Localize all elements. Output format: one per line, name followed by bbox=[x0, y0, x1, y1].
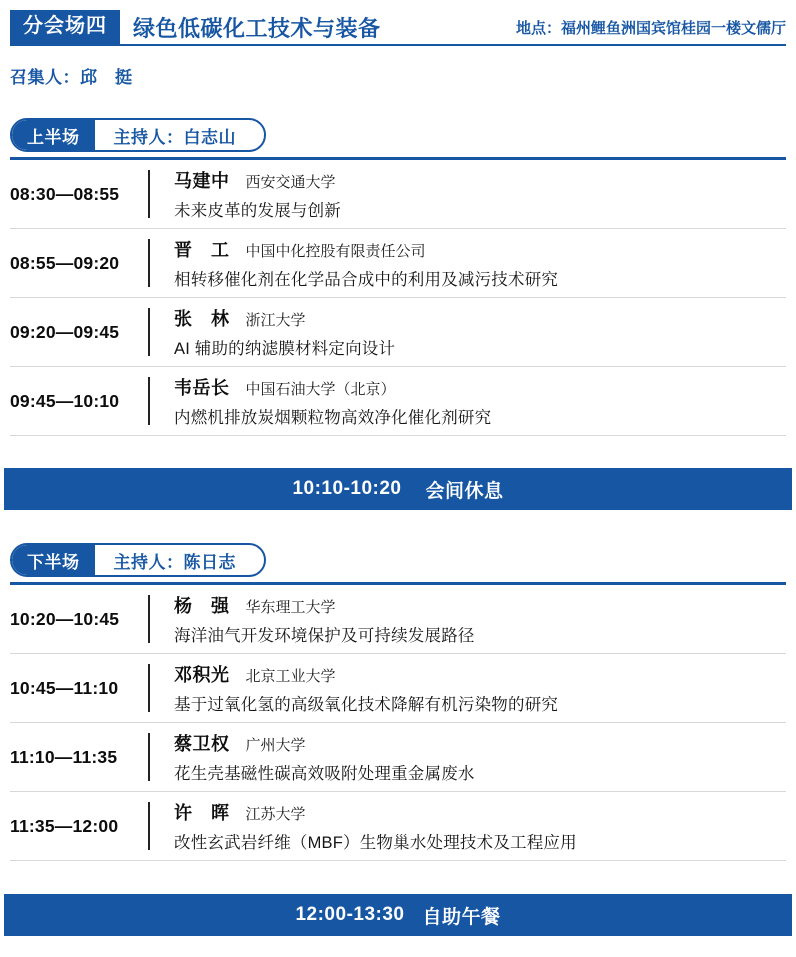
convener-line: 召集人：邱 挺 bbox=[10, 68, 133, 87]
talk-time: 09:20—09:45 bbox=[10, 321, 120, 342]
talk-title: 内燃机排放炭烟颗粒物高效净化催化剂研究 bbox=[174, 409, 492, 427]
talk-time: 10:20—10:45 bbox=[10, 608, 120, 629]
talk-time: 11:10—11:35 bbox=[10, 746, 118, 767]
second-half-pill bbox=[10, 543, 266, 577]
speaker-affiliation: 中国中化控股有限责任公司 bbox=[245, 243, 426, 260]
row-divider-bar bbox=[148, 239, 150, 287]
talk-title: 基于过氧化氢的高级氧化技术降解有机污染物的研究 bbox=[174, 696, 559, 714]
talk-info bbox=[174, 236, 558, 290]
table-row bbox=[10, 229, 786, 298]
speaker-affiliation: 华东理工大学 bbox=[245, 599, 336, 616]
talk-time: 08:30—08:55 bbox=[10, 183, 120, 204]
first-half-badge: 上半场 bbox=[12, 120, 95, 150]
table-row bbox=[10, 160, 786, 229]
speaker-affiliation: 浙江大学 bbox=[245, 312, 306, 329]
break-banner bbox=[4, 468, 792, 510]
speaker-affiliation: 广州大学 bbox=[245, 737, 306, 754]
talk-title: 海洋油气开发环境保护及可持续发展路径 bbox=[174, 627, 475, 645]
table-row bbox=[10, 654, 786, 723]
break-time: 10:10-10:20 bbox=[292, 478, 402, 499]
speaker-name: 邓积光 bbox=[174, 665, 230, 685]
program-page bbox=[0, 10, 796, 957]
talk-title: AI 辅助的纳滤膜材料定向设计 bbox=[174, 340, 396, 358]
row-divider-bar bbox=[148, 595, 150, 643]
speaker-affiliation: 江苏大学 bbox=[245, 806, 306, 823]
row-divider-bar bbox=[148, 170, 150, 218]
talk-time: 10:45—11:10 bbox=[10, 677, 119, 698]
table-row bbox=[10, 585, 786, 654]
talk-info bbox=[174, 592, 475, 646]
row-divider-bar bbox=[148, 308, 150, 356]
lunch-label: 自助午餐 bbox=[422, 906, 501, 928]
table-row bbox=[10, 298, 786, 367]
second-half-badge: 下半场 bbox=[12, 545, 95, 575]
session-title: 绿色低碳化工技术与装备 bbox=[133, 15, 381, 41]
talk-time: 11:35—12:00 bbox=[10, 815, 119, 836]
second-half-host: 主持人：陈日志 bbox=[113, 552, 236, 572]
first-half-schedule bbox=[10, 160, 786, 436]
speaker-name: 张 林 bbox=[174, 309, 230, 329]
lunch-banner bbox=[4, 894, 792, 936]
talk-time: 08:55—09:20 bbox=[10, 252, 120, 273]
row-divider-bar bbox=[148, 733, 150, 781]
talk-info bbox=[174, 661, 558, 715]
talk-info bbox=[174, 305, 395, 359]
talk-info bbox=[174, 167, 341, 221]
talk-info bbox=[174, 799, 577, 853]
speaker-affiliation: 北京工业大学 bbox=[245, 668, 336, 685]
speaker-name: 杨 强 bbox=[174, 596, 230, 616]
speaker-name: 蔡卫权 bbox=[174, 734, 230, 754]
row-divider-bar bbox=[148, 802, 150, 850]
speaker-name: 马建中 bbox=[174, 171, 230, 191]
talk-title: 花生壳基磁性碳高效吸附处理重金属废水 bbox=[174, 765, 475, 783]
table-row bbox=[10, 367, 786, 436]
speaker-affiliation: 中国石油大学（北京） bbox=[245, 381, 396, 398]
session-badge: 分会场四 bbox=[10, 10, 120, 44]
talk-title: 相转移催化剂在化学品合成中的利用及减污技术研究 bbox=[174, 271, 559, 289]
table-row bbox=[10, 792, 786, 861]
speaker-affiliation: 西安交通大学 bbox=[245, 174, 336, 191]
session-location: 地点：福州鲤鱼洲国宾馆桂园一楼文儒厅 bbox=[515, 19, 786, 37]
talk-time: 09:45—10:10 bbox=[10, 390, 120, 411]
first-half-pill bbox=[10, 118, 266, 152]
speaker-name: 韦岳长 bbox=[174, 378, 230, 398]
session-header bbox=[10, 10, 786, 46]
row-divider-bar bbox=[148, 377, 150, 425]
talk-title: 改性玄武岩纤维（MBF）生物巢水处理技术及工程应用 bbox=[174, 834, 577, 852]
first-half-host: 主持人：白志山 bbox=[113, 127, 236, 147]
second-half-schedule bbox=[10, 585, 786, 861]
table-row bbox=[10, 723, 786, 792]
talk-title: 未来皮革的发展与创新 bbox=[174, 202, 341, 220]
speaker-name: 许 晖 bbox=[174, 803, 230, 823]
talk-info bbox=[174, 374, 491, 428]
row-divider-bar bbox=[148, 664, 150, 712]
speaker-name: 晋 工 bbox=[174, 240, 230, 260]
talk-info bbox=[174, 730, 475, 784]
lunch-time: 12:00-13:30 bbox=[295, 904, 405, 925]
break-label: 会间休息 bbox=[425, 480, 504, 502]
